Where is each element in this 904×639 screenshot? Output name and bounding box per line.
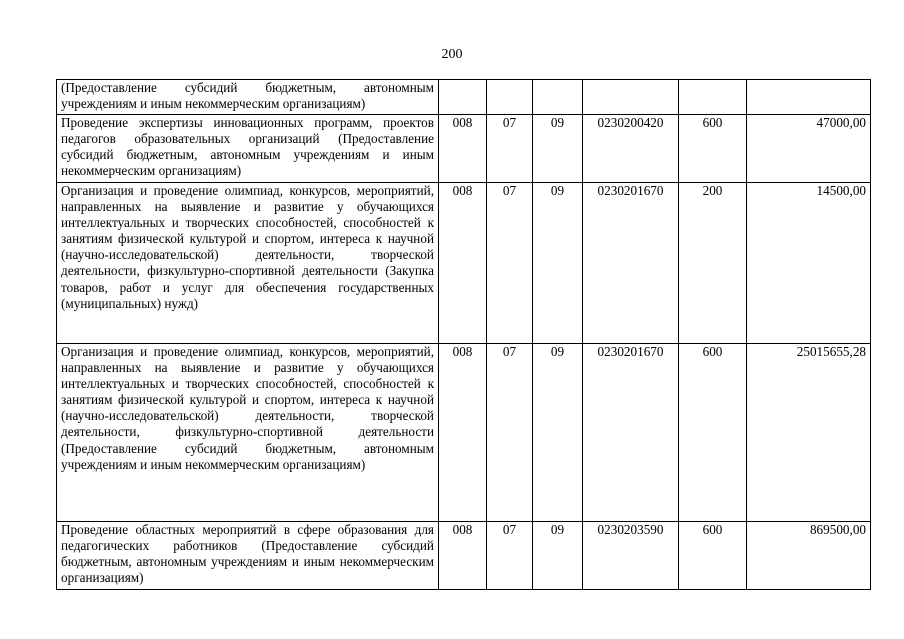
target-code-cell: 0230200420	[583, 115, 679, 183]
section-code-cell: 07	[487, 344, 533, 522]
target-code-cell: 0230201670	[583, 183, 679, 344]
table-row	[57, 80, 871, 115]
row-name-cell: (Предоставление субсидий бюджетным, автономным учреждениям и иным некоммерческим организациям)	[57, 80, 439, 115]
table-row	[57, 115, 871, 183]
subsection-code-cell	[533, 80, 583, 115]
ministry-code-cell: 008	[439, 522, 487, 590]
target-code-cell: 0230201670	[583, 344, 679, 522]
subsection-code-cell: 09	[533, 115, 583, 183]
row-name-cell: Проведение экспертизы инновационных программ, проектов педагогов образовательных организаций (Предоставление субсидий бюджетным, автономным учреждениям и иным некоммерческим организациям)	[57, 115, 439, 183]
row-name-cell: Организация и проведение олимпиад, конкурсов, мероприятий, направленных на выявление и развитие у обучающихся интеллектуальных и творческих способностей, способностей к занятиям физической культурой и спортом, интереса к научной (научно-исследовательской) деятельности, творческой деятельности, физкультурно-спортивной деятельности (Предоставление субсидий бюджетным, автономным учреждениям и иным некоммерческим организациям)	[57, 344, 439, 522]
table-row	[57, 522, 871, 590]
table-row	[57, 344, 871, 522]
expense-type-cell: 600	[679, 344, 747, 522]
amount-cell: 25015655,28	[747, 344, 871, 522]
section-code-cell: 07	[487, 115, 533, 183]
target-code-cell	[583, 80, 679, 115]
row-name-cell: Организация и проведение олимпиад, конкурсов, мероприятий, направленных на выявление и развитие у обучающихся интеллектуальных и творческих способностей, способностей к занятиям физической культурой и спортом, интереса к научной (научно-исследовательской) деятельности, творческой деятельности, физкультурно-спортивной деятельности (Закупка товаров, работ и услуг для обеспечения государственных (муниципальных) нужд)	[57, 183, 439, 344]
amount-cell: 47000,00	[747, 115, 871, 183]
subsection-code-cell: 09	[533, 522, 583, 590]
page-number: 200	[441, 47, 463, 62]
expense-type-cell: 200	[679, 183, 747, 344]
ministry-code-cell: 008	[439, 344, 487, 522]
budget-table	[56, 79, 871, 590]
amount-cell: 14500,00	[747, 183, 871, 344]
row-name-cell: Проведение областных мероприятий в сфере образования для педагогических работников (Предоставление субсидий бюджетным, автономным учреждениям и иным некоммерческим организациям)	[57, 522, 439, 590]
expense-type-cell: 600	[679, 115, 747, 183]
table-row	[57, 183, 871, 344]
amount-cell	[747, 80, 871, 115]
section-code-cell: 07	[487, 183, 533, 344]
expense-type-cell: 600	[679, 522, 747, 590]
subsection-code-cell: 09	[533, 183, 583, 344]
ministry-code-cell: 008	[439, 115, 487, 183]
ministry-code-cell: 008	[439, 183, 487, 344]
amount-cell: 869500,00	[747, 522, 871, 590]
ministry-code-cell	[439, 80, 487, 115]
section-code-cell	[487, 80, 533, 115]
subsection-code-cell: 09	[533, 344, 583, 522]
expense-type-cell	[679, 80, 747, 115]
target-code-cell: 0230203590	[583, 522, 679, 590]
section-code-cell: 07	[487, 522, 533, 590]
